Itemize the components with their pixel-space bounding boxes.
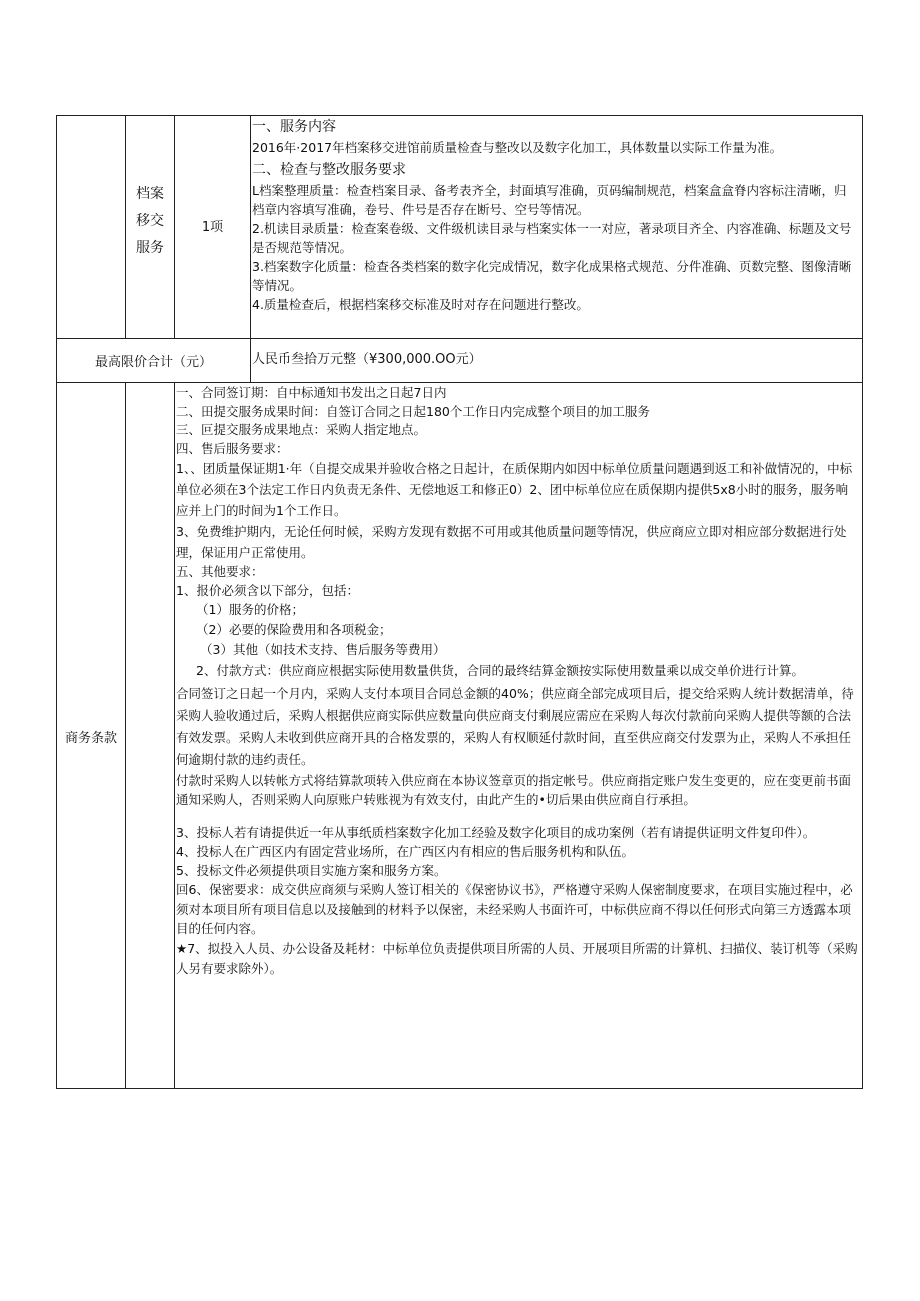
- business-line-11: （3）其他（如技术支持、售后服务等费用）: [200, 642, 446, 657]
- service-category-line-2: 移交: [136, 212, 164, 229]
- column-divider-2b: [174, 382, 175, 1089]
- service-section-1-title: 一、服务内容: [252, 119, 336, 135]
- row-divider-2: [56, 382, 863, 383]
- price-label-cell: [57, 339, 250, 382]
- service-category-line-1: 档案: [136, 185, 164, 202]
- business-line-17: 5、投标文件必须提供项目实施方案和服务方案。: [176, 862, 447, 878]
- business-line-10: （2）必要的保险费用和各项税金；: [196, 622, 392, 637]
- business-line-19: ★7、拟投入人员、办公设备及耗材：中标单位负责提供项目所需的人员、开展项目所需的计算机、扫描仪、装订机等（采购人另有要求除外）。: [176, 940, 858, 976]
- business-line-7: 五、其他要求：: [176, 564, 264, 579]
- service-item-3: 3.档案数字化质量：检查各类档案的数字化完成情况，数字化成果格式规范、分件准确、页数完整、图像清晰等情况。: [252, 259, 852, 293]
- business-content-cell: [176, 384, 860, 1086]
- business-line-5: 1、、团质量保证期1·年（自提交成果并验收合格之日起计，在质保期内如因中标单位质量问题遇到返工和补做情况的，中标单位必须在3个法定工作日内负责无条件、无偿地返工和修正0）2、团中标单位应在质保期内提供5x8小时的服务，服务响应并上门的时间为1个工作日。: [176, 461, 853, 518]
- price-value-cell: [252, 348, 858, 372]
- table-top-border: [56, 115, 863, 116]
- business-label-cell: [57, 724, 125, 748]
- business-line-15: 3、投标人若有请提供近一年从事纸质档案数字化加工经验及数字化项目的成功案例（若有请提供证明文件复印件）。: [176, 825, 816, 840]
- service-content-cell: [252, 117, 858, 337]
- business-line-2: 二、田提交服务成果时间：自签订合同之日起180个工作日内完成整个项目的加工服务: [176, 403, 650, 419]
- price-value: 人民币叁拾万元整（¥300,000.OO元）: [252, 352, 482, 367]
- service-item-2: 2.机读目录质量：检查案卷级、文件级机读目录与档案实体一一对应，著录项目齐全、内容准确、标题及文号是否规范等情况。: [252, 221, 852, 255]
- business-line-16: 4、投标人在广西区内有固定营业场所，在广西区内有相应的售后服务机构和队伍。: [176, 844, 634, 859]
- business-line-4: 四、售后服务要求：: [176, 440, 289, 456]
- business-line-8: 1、报价必须含以下部分，包括：: [176, 582, 359, 598]
- business-line-1: 一、合同签订期：自中标通知书发出之日起7日内: [176, 385, 447, 400]
- business-label: 商务条款: [64, 730, 117, 746]
- business-line-3: 三、叵提交服务成果地点：采购人指定地点。: [176, 422, 427, 437]
- table-left-border: [56, 115, 57, 1089]
- table-bottom-border: [56, 1088, 863, 1089]
- column-divider-3: [250, 115, 251, 383]
- service-quantity-cell: [175, 214, 250, 236]
- column-divider-1b: [125, 382, 126, 1089]
- business-gap: [176, 809, 860, 823]
- service-category-cell: [126, 178, 174, 264]
- service-category-line-3: 服务: [136, 239, 164, 256]
- service-item-1: L档案整理质量：检查档案目录、备考表齐全，封面填写准确，页码编制规范，档案盒盒脊内容标注清晰，归档章内容填写准确，卷号、件号是否存在断号、空号等情况。: [252, 183, 847, 217]
- price-label: 最高限价合计（元）: [94, 355, 212, 370]
- business-line-9: （1）服务的价格；: [196, 602, 304, 617]
- business-line-12: 2、付款方式：供应商应根据实际使用数量供货，合同的最终结算金额按实际使用数量乘以成交单价进行计算。: [196, 663, 804, 678]
- service-quantity: 1项: [201, 219, 224, 235]
- service-item-4: 4.质量检查后，根据档案移交标准及时对存在问题进行整改。: [252, 297, 589, 312]
- business-line-14: 付款时采购人以转帐方式将结算款项转入供应商在本协议签章页的指定帐号。供应商指定账户发生变更的，应在变更前书面通知采购人，否则采购人向原账户转账视为有效支付，由此产生的•切后果由供应商自行承担。: [176, 773, 852, 807]
- service-section-2-title: 二、检查与整改服务要求: [252, 162, 406, 178]
- table-right-border: [862, 115, 863, 1089]
- business-line-13: 合同签订之日起一个月内，采购人支付本项目合同总金额的40%；供应商全部完成项目后，提交给采购人统计数据清单，待采购人验收通过后，采购人根据供应商实际供应数量向供应商支付剩展应需应在采购人每次付款前向采购人提供等额的合法有效发票。采购人未收到供应商开具的合格发票的，采购人有权顺延付款时间，直至供应商交付发票为止，采购人不承担任何逾期付款的违约责任。: [176, 686, 854, 767]
- business-line-18: 回6、保密要求：成交供应商须与采购人签订相关的《保密协议书》，严格遵守采购人保密制度要求，在项目实施过程中，必须对本项目所有项目信息以及接触到的材料予以保密，未经采购人书面许可，中标供应商不得以任何形式向第三方透露本项目的任何内容。: [176, 882, 853, 936]
- service-section-1-text: 2016年·2017年档案移交进馆前质量检查与整改以及数字化加工，具体数量以实际工作量为准。: [252, 140, 783, 155]
- business-line-6: 3、免费维护期内，无论任何时候，采购方发现有数据不可用或其他质量问题等情况，供应商应立即对相应部分数据进行处理，保证用户正常使用。: [176, 524, 847, 560]
